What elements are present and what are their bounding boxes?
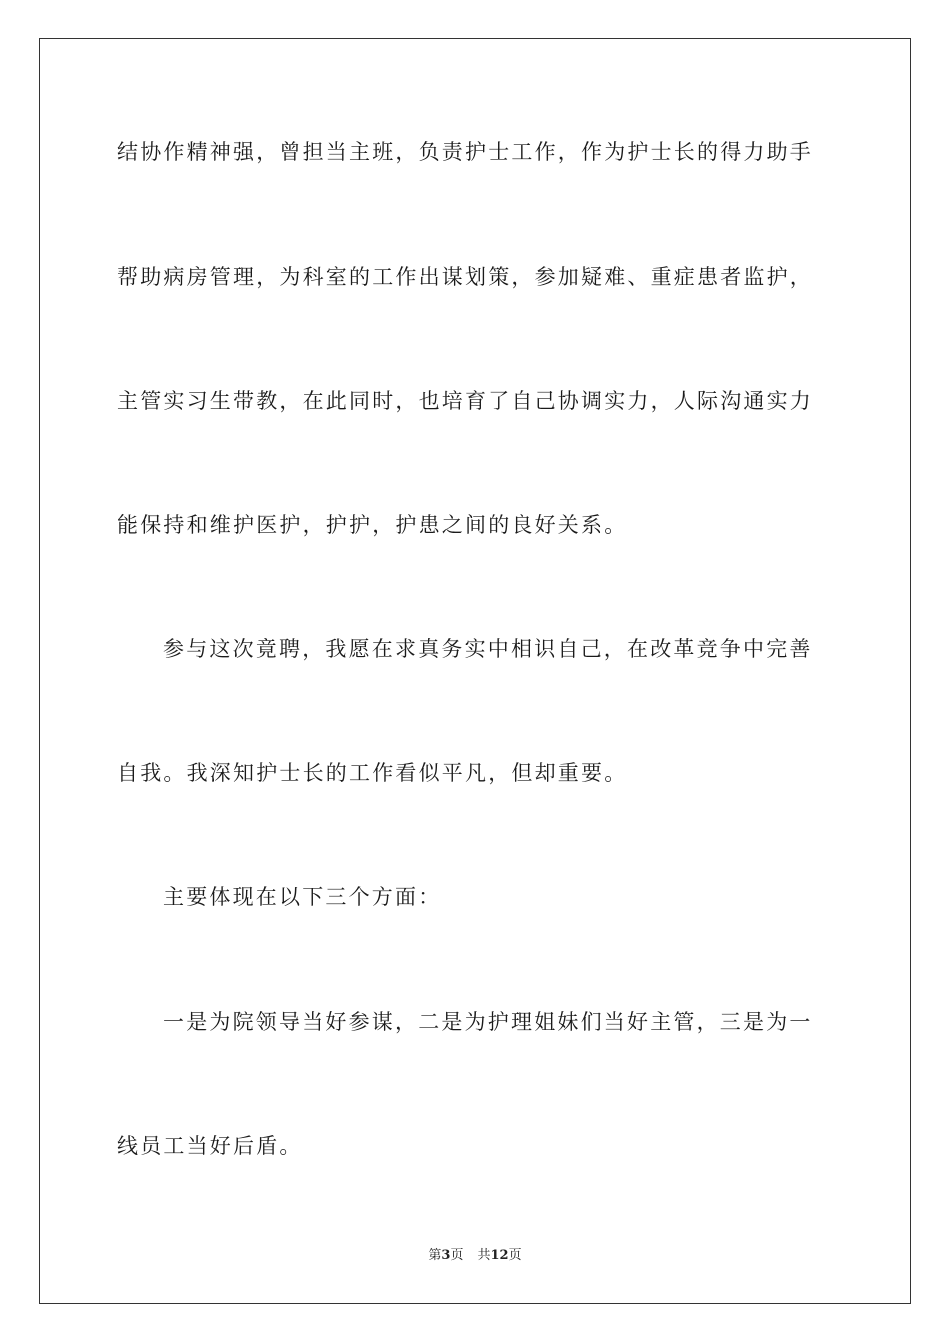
body-line-6: 自我。我深知护士长的工作看似平凡，但却重要。 [117, 761, 628, 785]
page-border [39, 38, 911, 1304]
body-line-8: 一是为院领导当好参谋，二是为护理姐妹们当好主管，三是为一 [163, 1010, 813, 1034]
body-line-9: 线员工当好后盾。 [117, 1134, 303, 1158]
body-line-1: 结协作精神强，曾担当主班，负责护士工作，作为护士长的得力助手 [117, 140, 813, 164]
page-number: 3 [441, 1248, 451, 1263]
total-prefix: 共 [477, 1248, 491, 1263]
body-line-3: 主管实习生带教，在此同时，也培育了自己协调实力，人际沟通实力 [117, 389, 813, 413]
total-pages: 12 [490, 1248, 509, 1263]
body-line-2: 帮助病房管理，为科室的工作出谋划策，参加疑难、重症患者监护， [117, 265, 813, 289]
body-line-7: 主要体现在以下三个方面： [163, 885, 442, 909]
body-line-5: 参与这次竟聘，我愿在求真务实中相识自己，在改革竞争中完善 [163, 637, 813, 661]
body-line-4: 能保持和维护医护，护护，护患之间的良好关系。 [117, 513, 628, 537]
page-suffix: 页 [450, 1248, 464, 1263]
page-footer [0, 1247, 950, 1265]
total-suffix: 页 [508, 1248, 522, 1263]
page-prefix: 第 [428, 1248, 442, 1263]
